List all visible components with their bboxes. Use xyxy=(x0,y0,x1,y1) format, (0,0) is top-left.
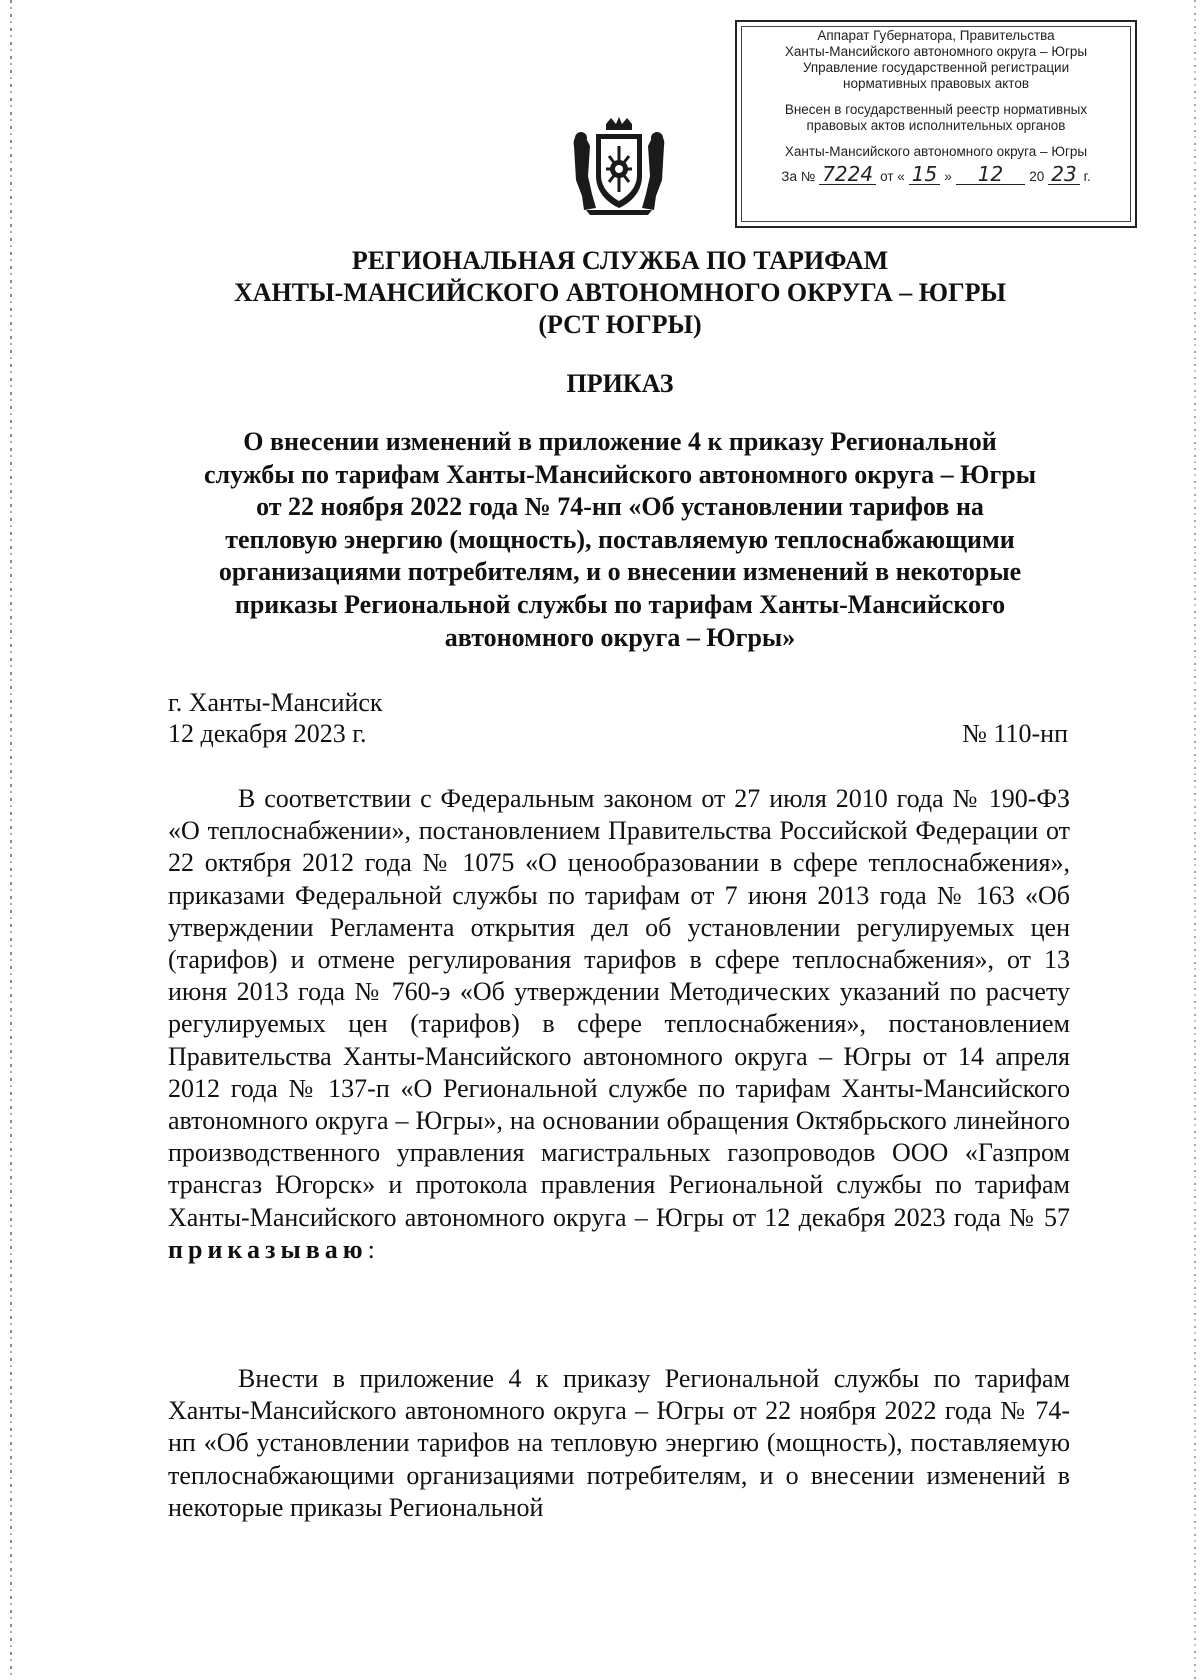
stamp-reg-from: от « xyxy=(880,169,905,184)
subject-line: автономного округа – Югры» xyxy=(444,622,796,652)
stamp-reg-prefix: За № xyxy=(781,169,816,184)
stamp-line: Ханты-Мансийского автономного округа – Югры xyxy=(784,44,1088,59)
stamp-line: Управление государственной регистрации xyxy=(802,60,1070,75)
organization-title-line: РЕГИОНАЛЬНАЯ СЛУЖБА ПО ТАРИФАМ xyxy=(351,246,889,275)
stamp-line: нормативных правовых актов xyxy=(842,76,1030,91)
subject-line: организациями потребителям, и о внесении изменений в некоторые xyxy=(218,557,1022,587)
document-type: ПРИКАЗ xyxy=(566,369,674,398)
body-paragraph-preamble xyxy=(168,783,1070,1266)
order-directive-colon: : xyxy=(367,1234,375,1264)
registration-stamp xyxy=(735,20,1137,228)
order-subject xyxy=(160,426,1080,654)
organization-title-line: ХАНТЫ-МАНСИЙСКОГО АВТОНОМНОГО ОКРУГА – ЮГРЫ xyxy=(233,278,1007,307)
scan-edge-right xyxy=(1194,0,1196,1680)
scan-edge-left xyxy=(10,0,12,1680)
stamp-reg-month: 12 xyxy=(956,164,1025,185)
stamp-reg-close: » xyxy=(944,169,952,184)
stamp-gap xyxy=(743,92,1129,102)
order-directive: приказываю xyxy=(168,1234,368,1264)
stamp-reg-year-suffix: г. xyxy=(1083,169,1091,184)
subject-line: тепловую энергию (мощность), поставляемую теплоснабжающими xyxy=(225,524,1015,554)
order-number: № 110-нп xyxy=(962,719,1068,748)
stamp-reg-year-prefix: 20 xyxy=(1029,169,1045,184)
organization-title-line: (РСТ ЮГРЫ) xyxy=(538,310,702,339)
stamp-line: правовых актов исполнительных органов xyxy=(806,118,1066,133)
subject-line: от 22 ноября 2022 года № 74-нп «Об установлении тарифов на xyxy=(256,492,984,522)
stamp-region xyxy=(743,144,1129,160)
stamp-gap xyxy=(743,134,1129,144)
stamp-reg-day: 15 xyxy=(909,164,940,185)
stamp-header xyxy=(743,28,1129,92)
subject-line: приказы Региональной службы по тарифам Ханты-Мансийского xyxy=(234,589,1006,619)
coat-of-arms-icon xyxy=(566,116,672,216)
stamp-line: Внесен в государственный реестр нормативных xyxy=(784,102,1088,117)
stamp-line: Аппарат Губернатора, Правительства xyxy=(817,28,1055,43)
preamble-text: В соответствии с Федеральным законом от 27 июля 2010 года № 190-ФЗ «О теплоснабжении», постановлением Правительства Российской Федерации от 22 октября 2012 года № 1075 «О ценообразовании в сфере теплоснабжения», приказами Федеральной службы по тарифам от 7 июня 2013 года № 163 «Об утверждении Регламента открытия дел об установлении регулируемых цен (тарифов) и отмене регулирования тарифов в сфере теплоснабжения», от 13 июня 2013 года № 760-э «Об утверждении Методических указаний по расчету регулируемых цен (тарифов) в сфере теплоснабжения», постановлением Правительства Ханты-Мансийского автономного округа – Югры от 14 апреля 2012 года № 137-п «О Региональной службе по тарифам Ханты-Мансийского автономного округа – Югры», на основании обращения Октябрьского линейного производственного управления магистральных газопроводов ООО «Газпром трансгаз Югорск» и протокола правления Региональной службы по тарифам Ханты-Мансийского автономного округа – Югры от 12 декабря 2023 года № 57 xyxy=(168,784,1070,1232)
stamp-line: Ханты-Мансийского автономного округа – Югры xyxy=(784,144,1088,159)
subject-line: службы по тарифам Ханты-Мансийского автономного округа – Югры xyxy=(203,459,1037,489)
stamp-reg-year: 23 xyxy=(1048,164,1079,185)
issue-date: 12 декабря 2023 г. xyxy=(168,719,367,748)
stamp-registration-row xyxy=(743,164,1129,185)
organization-title xyxy=(150,245,1090,341)
stamp-reg-number: 7224 xyxy=(819,164,876,185)
subject-line: О внесении изменений в приложение 4 к приказу Региональной xyxy=(243,427,997,456)
issue-place: г. Ханты-Мансийск xyxy=(168,688,383,717)
stamp-registry xyxy=(743,102,1129,134)
body-paragraph-decision: Внести в приложение 4 к приказу Региональной службы по тарифам Ханты-Мансийского автономного округа – Югры от 22 ноября 2022 года № 74-нп «Об установлении тарифов на тепловую энергию (мощность), поставляемую теплоснабжающими организациями потребителям, и о внесении изменений в некоторые приказы Региональной xyxy=(168,1364,1070,1522)
